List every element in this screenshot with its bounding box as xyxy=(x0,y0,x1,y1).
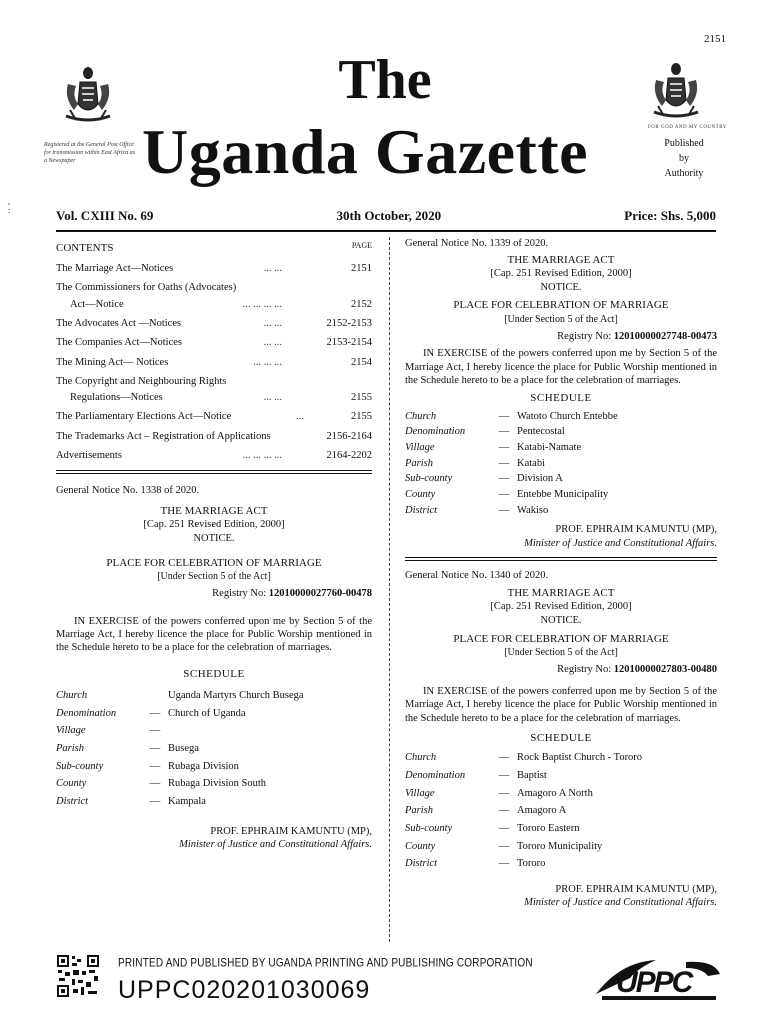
notice-act-cap: [Cap. 251 Revised Edition, 2000] xyxy=(490,601,632,613)
schedule-dash: — xyxy=(149,760,161,772)
coat-of-arms-motto: FOR GOD AND MY COUNTRY xyxy=(648,125,727,130)
schedule-label: Sub-county xyxy=(405,473,453,485)
schedule-dash: — xyxy=(149,743,161,755)
left-column xyxy=(56,237,372,852)
schedule-row xyxy=(56,724,372,738)
schedule-row xyxy=(405,840,717,854)
notice-heading: PLACE FOR CELEBRATION OF MARRIAGE xyxy=(453,632,669,645)
notice-act-cap: [Cap. 251 Revised Edition, 2000] xyxy=(490,267,632,279)
schedule-row xyxy=(405,751,717,765)
notice-word: NOTICE. xyxy=(540,615,582,627)
toc-item-page: 2153-2154 xyxy=(326,337,372,349)
schedule-value: Rock Baptist Church - Tororo xyxy=(517,752,643,764)
masthead-title: Uganda Gazette xyxy=(142,116,589,187)
schedule-dash xyxy=(142,689,168,703)
schedule-label: County xyxy=(405,840,436,852)
signatory-name: PROF. EPHRAIM KAMUNTU (MP), xyxy=(210,825,372,837)
schedule-label: Sub-county xyxy=(56,760,104,772)
schedule-label: Parish xyxy=(405,457,434,469)
schedule-dash: — xyxy=(498,410,510,422)
registry-number: 12010000027803-00480 xyxy=(613,664,717,676)
published-by-authority xyxy=(650,136,718,181)
toc-item-title: Advertisements xyxy=(56,449,122,461)
schedule-row xyxy=(405,769,717,783)
masthead-title-the: The xyxy=(338,49,432,111)
notice-number: General Notice No. 1339 of 2020. xyxy=(405,238,549,249)
toc-item xyxy=(56,410,372,424)
notice-1340 xyxy=(405,569,717,911)
notice-subheading: [Under Section 5 of the Act] xyxy=(504,313,618,325)
header-rule xyxy=(56,230,716,232)
notice-registry xyxy=(405,330,717,344)
toc-item xyxy=(56,356,372,370)
registry-label: Registry No: xyxy=(557,664,612,676)
toc-item-dots: ... xyxy=(296,411,304,423)
toc-item xyxy=(56,262,372,276)
schedule-dash: — xyxy=(498,787,510,799)
registered-note: Registered at the General Post Office for transmission within East Africa as a Newspaper xyxy=(44,142,136,164)
schedule-dash: — xyxy=(498,752,510,764)
toc-item-dots: ... ... ... xyxy=(253,356,282,368)
schedule-label: Denomination xyxy=(405,426,466,438)
contents-title: CONTENTS xyxy=(56,242,114,254)
toc-item-title: The Copyright and Neighbouring Rights xyxy=(56,375,227,387)
toc-item-page: 2154 xyxy=(351,356,372,368)
schedule-value: Uganda Martyrs Church Busega xyxy=(168,690,304,702)
toc-item xyxy=(56,449,372,463)
notice-divider xyxy=(405,557,717,561)
issue-header xyxy=(56,208,716,225)
toc-item-page: 2151 xyxy=(351,263,372,275)
footer-printed-by: PRINTED AND PUBLISHED BY UGANDA PRINTING AND PUBLISHING CORPORATION xyxy=(118,957,533,970)
notice-number: General Notice No. 1340 of 2020. xyxy=(405,569,549,581)
schedule-value: Church of Uganda xyxy=(168,707,246,719)
schedule-dash: — xyxy=(498,442,510,454)
schedule-label: Denomination xyxy=(405,769,466,781)
schedule-dash: — xyxy=(498,504,510,516)
schedule-value: Entebbe Municipality xyxy=(517,488,609,500)
schedule-row xyxy=(405,857,717,871)
schedule-dash: — xyxy=(498,488,510,500)
schedule-value: Tororo Eastern xyxy=(517,822,580,834)
published-line-3: Authority xyxy=(664,168,704,179)
schedule-row xyxy=(56,689,372,703)
schedule-row xyxy=(56,760,372,774)
schedule-row xyxy=(405,804,717,818)
toc-item-title: Act—Notice xyxy=(70,299,124,311)
schedule-label: District xyxy=(405,504,438,516)
schedule-dash: — xyxy=(149,707,161,719)
schedule-dash: — xyxy=(149,778,161,790)
notice-act-cap: [Cap. 251 Revised Edition, 2000] xyxy=(143,519,285,531)
schedule-dash: — xyxy=(498,805,510,817)
schedule-row xyxy=(405,504,717,518)
issue-price: Price: Shs. 5,000 xyxy=(624,208,716,223)
schedule-dash: — xyxy=(149,795,161,807)
schedule-value: Baptist xyxy=(517,769,547,781)
toc-item-page: 2155 xyxy=(351,411,372,423)
toc-item xyxy=(56,430,372,444)
schedule-value: Katabi-Namate xyxy=(517,442,582,454)
schedule-value: Amagoro A xyxy=(517,805,567,817)
toc-item-title: The Commissioners for Oaths (Advocates) xyxy=(56,282,237,294)
schedule-value: Rubaga Division xyxy=(168,760,239,772)
schedule-label: Church xyxy=(405,752,437,764)
schedule-label: Church xyxy=(405,410,437,422)
registry-label: Registry No: xyxy=(212,587,267,599)
toc-item-title: The Mining Act— Notices xyxy=(56,356,169,368)
toc-item-page: 2156-2164 xyxy=(326,430,372,442)
schedule-label: Parish xyxy=(405,805,434,817)
toc-item-title: The Advocates Act —Notices xyxy=(56,318,182,330)
schedule-value: Watoto Church Entebbe xyxy=(517,410,618,422)
schedule-heading: SCHEDULE xyxy=(530,732,592,744)
schedule-label: Denomination xyxy=(56,707,117,719)
schedule-value: Katabi xyxy=(517,457,545,469)
registry-number: 12010000027748-00473 xyxy=(613,330,717,342)
notice-heading: PLACE FOR CELEBRATION OF MARRIAGE xyxy=(453,299,669,312)
schedule-label: Parish xyxy=(56,743,85,755)
schedule-label: Sub-county xyxy=(405,822,453,834)
schedule-label: District xyxy=(56,795,89,807)
schedule-label: Village xyxy=(405,442,435,454)
schedule-row xyxy=(405,488,717,502)
notice-subheading: [Under Section 5 of the Act] xyxy=(157,570,271,582)
signatory-name: PROF. EPHRAIM KAMUNTU (MP), xyxy=(555,524,717,536)
notice-1338 xyxy=(56,484,372,852)
schedule-value: Tororo Municipality xyxy=(517,840,603,852)
toc-item-title: The Marriage Act—Notices xyxy=(56,263,174,275)
issue-date: 30th October, 2020 xyxy=(336,208,442,223)
uppc-logo-text: UPPC xyxy=(616,966,692,999)
schedule-label: County xyxy=(56,778,87,790)
schedule-value: Tororo xyxy=(517,858,546,870)
notice-word: NOTICE. xyxy=(193,532,235,544)
toc-item-title: The Trademarks Act – Registration of Applications xyxy=(56,430,271,442)
toc-item-page: 2164-2202 xyxy=(326,449,372,461)
registry-label: Registry No: xyxy=(557,330,612,342)
footer-document-code: UPPC020201030069 xyxy=(118,976,371,1004)
notice-body: IN EXERCISE of the powers conferred upon me by Section 5 of the Marriage Act, I hereby licence the place for Public Worship mentioned in the Schedule hereto to be a place for the celebration of marriages. xyxy=(56,615,372,654)
toc-item-dots: ... ... ... ... xyxy=(242,299,282,311)
schedule-table xyxy=(56,689,372,808)
right-column xyxy=(405,237,717,910)
schedule-table xyxy=(405,410,717,517)
notice-registry xyxy=(56,587,372,601)
toc-item xyxy=(56,317,372,331)
published-line-2: by xyxy=(679,153,689,164)
schedule-row xyxy=(56,742,372,756)
toc-item-dots: ... ... xyxy=(263,263,282,275)
schedule-value: Wakiso xyxy=(517,504,549,516)
schedule-row xyxy=(405,822,717,836)
schedule-row xyxy=(405,457,717,471)
notice-act-name: THE MARRIAGE ACT xyxy=(507,587,615,600)
schedule-dash: — xyxy=(498,473,510,485)
schedule-value: Busega xyxy=(168,743,199,755)
notice-subheading: [Under Section 5 of the Act] xyxy=(504,647,618,659)
schedule-value: Pentecostal xyxy=(517,426,565,438)
toc-item-page: 2152-2153 xyxy=(326,318,372,330)
schedule-row xyxy=(405,441,717,455)
schedule-value: Rubaga Division South xyxy=(168,778,267,790)
toc-item-dots: ... ... ... ... xyxy=(242,449,282,461)
schedule-row xyxy=(56,795,372,809)
coat-of-arms-right-icon xyxy=(650,60,702,122)
column-divider xyxy=(389,237,390,942)
contents-heading xyxy=(56,241,372,255)
schedule-table xyxy=(405,751,717,870)
schedule-row xyxy=(405,472,717,486)
schedule-row xyxy=(405,425,717,439)
toc-item-page: 2155 xyxy=(351,392,372,404)
signatory-title: Minister of Justice and Constitutional Affairs. xyxy=(524,537,717,549)
registry-number: 12010000027760-00478 xyxy=(268,587,372,599)
schedule-value: Kampala xyxy=(168,795,206,807)
notice-body: IN EXERCISE of the powers conferred upon me by Section 5 of the Marriage Act, I hereby licence the place for Public Worship mentioned in the Schedule hereto to be a place for the celebration of marriages. xyxy=(405,348,717,387)
schedule-dash: — xyxy=(498,822,510,834)
toc-item xyxy=(56,391,372,405)
uppc-logo-icon xyxy=(590,954,722,1002)
toc-item-dots: ... ... xyxy=(263,337,282,349)
contents-divider xyxy=(56,470,372,474)
schedule-dash: — xyxy=(498,769,510,781)
schedule-label: County xyxy=(405,488,436,500)
toc-item xyxy=(56,298,372,312)
schedule-dash: — xyxy=(498,426,510,438)
toc-item xyxy=(56,375,372,389)
notice-number: General Notice No. 1338 of 2020. xyxy=(56,485,200,497)
notice-registry xyxy=(405,663,717,677)
qr-code-icon xyxy=(56,954,100,998)
side-margin-mark: , : xyxy=(8,197,11,215)
notice-act-name: THE MARRIAGE ACT xyxy=(507,253,615,266)
schedule-heading: SCHEDULE xyxy=(530,392,592,405)
notice-word: NOTICE. xyxy=(540,281,582,293)
toc-item-page: 2152 xyxy=(351,299,372,311)
signatory-name: PROF. EPHRAIM KAMUNTU (MP), xyxy=(555,883,717,895)
toc-item-title: Regulations—Notices xyxy=(70,392,163,404)
schedule-label: Church xyxy=(56,690,88,702)
schedule-dash: — xyxy=(498,858,510,870)
toc-item xyxy=(56,281,372,295)
schedule-row xyxy=(405,410,717,424)
signatory-title: Minister of Justice and Constitutional Affairs. xyxy=(524,897,717,909)
schedule-row xyxy=(56,777,372,791)
schedule-row xyxy=(56,707,372,721)
toc-item-dots: ... ... xyxy=(263,318,282,330)
published-line-1: Published xyxy=(664,138,704,149)
schedule-label: Village xyxy=(56,725,86,737)
notice-heading: PLACE FOR CELEBRATION OF MARRIAGE xyxy=(106,556,322,569)
schedule-dash: — xyxy=(498,457,510,469)
schedule-label: District xyxy=(405,858,438,870)
schedule-row xyxy=(405,787,717,801)
schedule-value: Amagoro A North xyxy=(517,787,593,799)
notice-body: IN EXERCISE of the powers conferred upon me by Section 5 of the Marriage Act, I hereby licence the place for Public Worship mentioned in the Schedule hereto to be a place for the celebration of marriages. xyxy=(405,685,717,724)
page-number: 2151 xyxy=(704,33,726,45)
schedule-dash: — xyxy=(149,725,161,737)
volume-number: Vol. CXIII No. 69 xyxy=(56,208,154,223)
toc-item xyxy=(56,336,372,350)
notice-1339 xyxy=(405,237,717,551)
signatory-title: Minister of Justice and Constitutional Affairs. xyxy=(179,839,372,851)
contents-page-heading: PAGE xyxy=(351,241,372,250)
schedule-value: Division A xyxy=(517,473,563,485)
schedule-dash: — xyxy=(498,840,510,852)
schedule-value xyxy=(168,724,372,738)
toc-item-title: The Parliamentary Elections Act—Notice xyxy=(56,411,232,423)
schedule-label: Village xyxy=(405,787,435,799)
notice-act-name: THE MARRIAGE ACT xyxy=(160,504,268,517)
toc-item-dots: ... ... xyxy=(263,392,282,404)
toc-item-title: The Companies Act—Notices xyxy=(56,337,182,349)
schedule-heading: SCHEDULE xyxy=(183,667,245,680)
